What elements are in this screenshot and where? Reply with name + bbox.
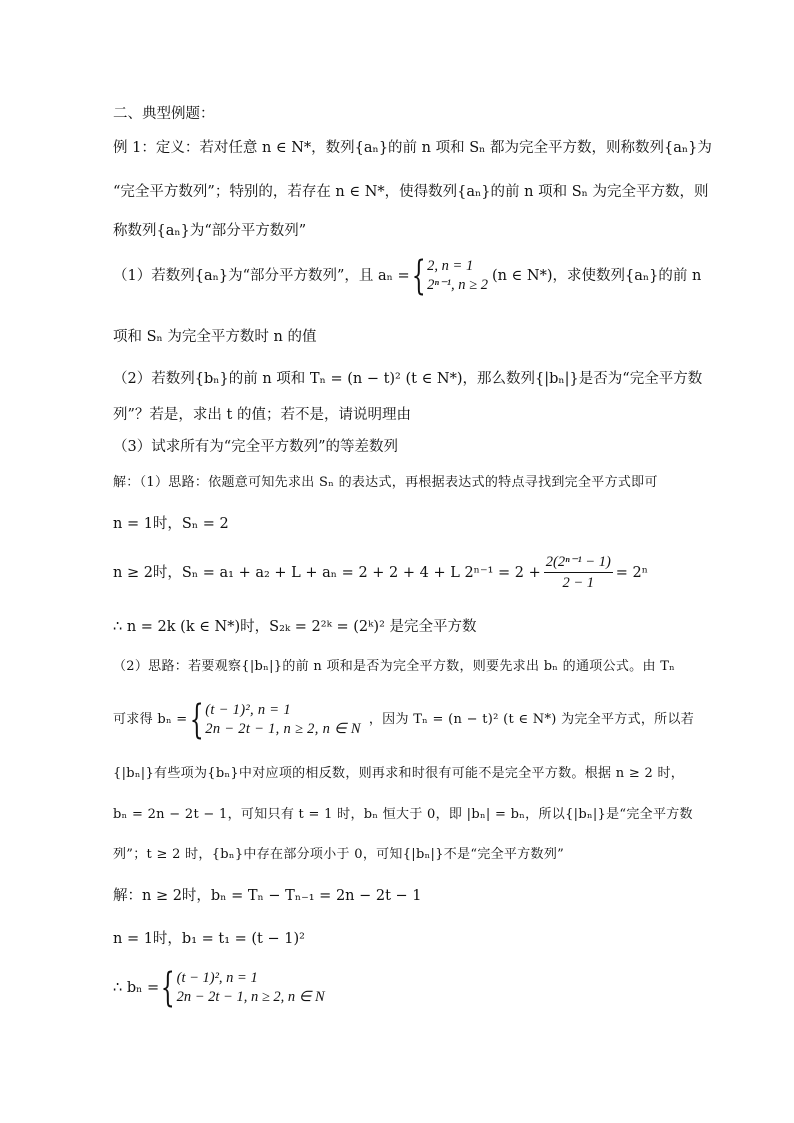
piecewise-case-2: 2n − 2t − 1, n ≥ 2, n ∈ N [176, 989, 325, 1005]
question-1-prefix: （1）若数列{aₙ}为“部分平方数列”，且 aₙ = [113, 268, 410, 284]
piecewise-case-1: (t − 1)², n = 1 [205, 702, 291, 718]
solution-1-line-2 [113, 552, 648, 593]
piecewise-case-2: 2ⁿ⁻¹, n ≥ 2 [427, 277, 488, 293]
solution-2-hint-5: 列”；t ≥ 2 时，{bₙ}中存在部分项小于 0，可知{|bₙ|}不是“完全平方数列” [113, 847, 565, 862]
question-3: （3）试求所有为“完全平方数列”的等差数列 [113, 439, 399, 455]
question-2-line-1: （2）若数列{bₙ}的前 n 项和 Tₙ = (n − t)² (t ∈ N*)，那么数列{|bₙ|}是否为“完全平方数 [113, 371, 703, 387]
b-n-suffix: ，因为 Tₙ = (n − t)² (t ∈ N*) 为完全平方式，所以若 [368, 712, 695, 727]
question-1-suffix: (n ∈ N*)，求使数列{aₙ}的前 n [491, 268, 702, 284]
question-1-line-1 [113, 253, 702, 299]
fraction-denominator: 2 − 1 [562, 575, 595, 591]
question-2-line-2: 列”？若是，求出 t 的值；若不是，请说明理由 [113, 407, 411, 423]
sum-expression: n ≥ 2时，Sₙ = a₁ + a₂ + L + aₙ = 2 + 2 + 4 + L 2ⁿ⁻¹ = 2 + [113, 564, 541, 581]
piecewise-b-n [205, 701, 361, 739]
solution-1-line-3: ∴ n = 2k (k ∈ N*)时，S₂ₖ = 2²ᵏ = (2ᵏ)² 是完全平方数 [113, 619, 477, 635]
solution-2-hint-3: {|bₙ|}有些项为{bₙ}中对应项的相反数，则再求和时很有可能不是完全平方数。根据 n ≥ 2 时， [113, 766, 685, 781]
fraction [544, 552, 613, 593]
left-brace-icon: { [189, 697, 204, 743]
solution-1-hint: 解：（1）思路：依题意可知先求出 Sₙ 的表达式，再根据表达式的特点寻找到完全平方式即可 [113, 475, 658, 490]
solution-2-hint-1: （2）思路：若要观察{|bₙ|}的前 n 项和是否为完全平方数，则要先求出 bₙ 的通项公式。由 Tₙ [113, 659, 676, 674]
solution-2-hint-4: bₙ = 2n − 2t − 1，可知只有 t = 1 时，bₙ 恒大于 0，即 |bₙ| = bₙ，所以{|bₙ|}是“完全平方数 [113, 807, 693, 822]
question-1-line-2: 项和 Sₙ 为完全平方数时 n 的值 [113, 329, 317, 345]
piecewise-case-1: 2, n = 1 [427, 258, 474, 274]
example-line-3: 称数列{aₙ}为“部分平方数列” [113, 223, 307, 239]
sum-result: = 2ⁿ [615, 564, 649, 581]
solution-2-line-1: 解：n ≥ 2时，bₙ = Tₙ − Tₙ₋₁ = 2n − 2t − 1 [113, 888, 422, 904]
b-n-therefore: ∴ bₙ = [113, 980, 160, 996]
piecewise-a-n [427, 257, 488, 295]
left-brace-icon: { [411, 253, 426, 299]
solution-2-line-3 [113, 965, 325, 1011]
solution-2-line-2: n = 1时，b₁ = t₁ = (t − 1)² [113, 931, 305, 947]
example-line-2: “完全平方数列”；特别的，若存在 n ∈ N*，使得数列{aₙ}的前 n 项和 Sₙ 为完全平方数，则 [113, 184, 709, 200]
piecewise-case-2: 2n − 2t − 1, n ≥ 2, n ∈ N [205, 721, 361, 737]
piecewise-b-n-final [177, 969, 325, 1007]
left-brace-icon: { [160, 965, 175, 1011]
fraction-numerator: 2(2ⁿ⁻¹ − 1) [544, 552, 613, 573]
piecewise-case-1: (t − 1)², n = 1 [176, 970, 258, 986]
section-heading: 二、典型例题： [113, 106, 215, 122]
solution-1-line-1: n = 1时，Sₙ = 2 [113, 516, 229, 532]
example-line-1: 例 1：定义：若对任意 n ∈ N*，数列{aₙ}的前 n 项和 Sₙ 都为完全平方数，则称数列{aₙ}为 [113, 140, 712, 156]
b-n-prefix: 可求得 bₙ = [113, 712, 188, 727]
solution-2-hint-2 [113, 697, 695, 743]
